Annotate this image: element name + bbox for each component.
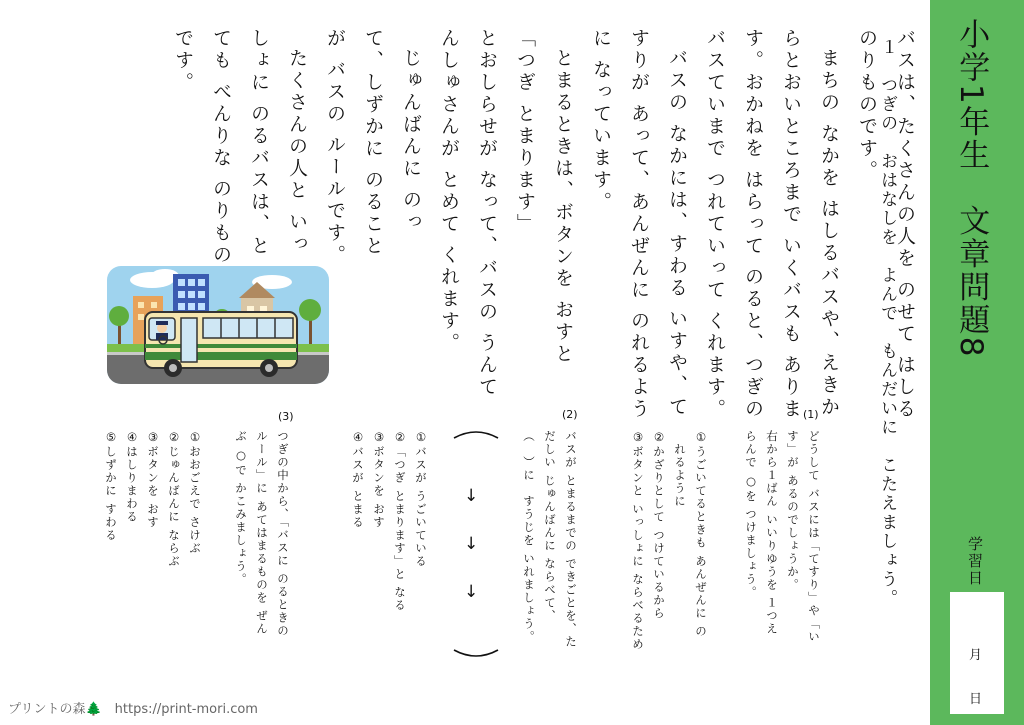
question-3-prompt: つぎの中から、「バスに のるときの ルール」に あてはまるものを ぜん ぶ ○で かこみましょう。 xyxy=(234,430,290,638)
question-2-prompt: バスが とまるまでの できごとを、た だしい じゅんばんに ならべて、 （ ）に すうじを いれましょう。 xyxy=(522,430,578,649)
date-day-label: 日 xyxy=(969,692,983,707)
story-line: す。おかねを はらって のると、つぎの xyxy=(742,28,764,421)
option-item: れるように xyxy=(673,430,687,508)
question-heading: １ つぎの おはなしを よんで もんだいに こたえましょう。 xyxy=(877,38,898,608)
bus-scene-illustration xyxy=(107,266,329,384)
option-item[interactable]: ①うごいてるときも あんぜんに の xyxy=(694,430,708,638)
option-item[interactable]: ①おおごえで さけぶ xyxy=(188,430,202,555)
bus-icon xyxy=(107,266,329,384)
option-item[interactable]: ④はしりまわる xyxy=(125,430,139,524)
question-3-options xyxy=(100,430,205,630)
date-month-label: 月 xyxy=(969,648,983,663)
story-line: たくさんの人と いっ xyxy=(286,48,308,256)
story-line: バスは、たくさんの人を のせて はしる xyxy=(894,28,916,421)
story-line: らとおいところまで いくバスも ありま xyxy=(780,28,802,421)
option-item[interactable]: ③ボタンと いっしょに ならべるため xyxy=(631,430,645,651)
option-item: ④バスが とまる xyxy=(351,430,365,529)
arrow-down-icon: ↓ xyxy=(464,582,480,602)
option-item[interactable]: ②じゅんばんに ならぶ xyxy=(167,430,181,568)
answer-box-bottom xyxy=(454,650,498,656)
story-line: すりが あって、あんぜんに のれるよう xyxy=(628,28,650,421)
option-item[interactable]: ⑤しずかに すわる xyxy=(104,430,118,542)
story-line: んしゅさんが とめて くれます。 xyxy=(438,28,460,355)
story-line: です。 xyxy=(172,28,194,94)
question-2-number: (2) xyxy=(562,408,578,421)
site-footer[interactable]: プリントの森🌲 https://print-mori.com xyxy=(8,702,258,717)
option-item: ②「つぎ とまります」と なる xyxy=(393,430,407,612)
story-line: しょに のるバスは、と xyxy=(248,28,270,258)
answer-box-top xyxy=(454,432,498,438)
question-1-number: (1) xyxy=(803,408,819,421)
story-line: ても べんりな のりもの xyxy=(210,28,232,267)
story-line: バスていまで つれていって くれます。 xyxy=(704,28,726,421)
story-line: て、しずかに のること xyxy=(362,28,384,258)
story-line: まちの なかを はしるバスや、えきか xyxy=(818,48,840,419)
question-1-options xyxy=(627,430,711,690)
story-line: とおしらせが なって、バスの うんて xyxy=(476,28,498,399)
option-item[interactable]: ③ボタンを おす xyxy=(146,430,160,529)
worksheet-title: 小学1年生 文章問題8 xyxy=(953,18,990,359)
story-line: 「つぎ とまります」 xyxy=(514,28,536,236)
question-2-options xyxy=(347,430,431,680)
study-date-label: 学習日 xyxy=(966,536,984,587)
story-line: のりものです。 xyxy=(856,28,878,182)
question-3-number: (3) xyxy=(278,410,294,423)
story-line: じゅんばんに のっ xyxy=(400,48,422,234)
story-line: が バスの ルールです。 xyxy=(324,28,346,267)
option-item: ①バスが うごいている xyxy=(414,430,428,568)
story-line: に なっています。 xyxy=(590,28,612,214)
arrow-down-icon: ↓ xyxy=(464,534,480,554)
story-line: とまるときは、ボタンを おすと xyxy=(552,48,574,366)
question-1-prompt: どうして バスには「てすり」や「い す」が あるのでしょうか。 右から１ばん いいりゆうを １つえ らんで ○を つけましょう。 xyxy=(744,430,821,644)
option-item: ③ボタンを おす xyxy=(372,430,386,529)
story-line: バスの なかには、すわる いすや、て xyxy=(666,48,688,419)
option-item[interactable]: ②かざりとして つけているから xyxy=(652,430,666,620)
arrow-down-icon: ↓ xyxy=(464,486,480,506)
